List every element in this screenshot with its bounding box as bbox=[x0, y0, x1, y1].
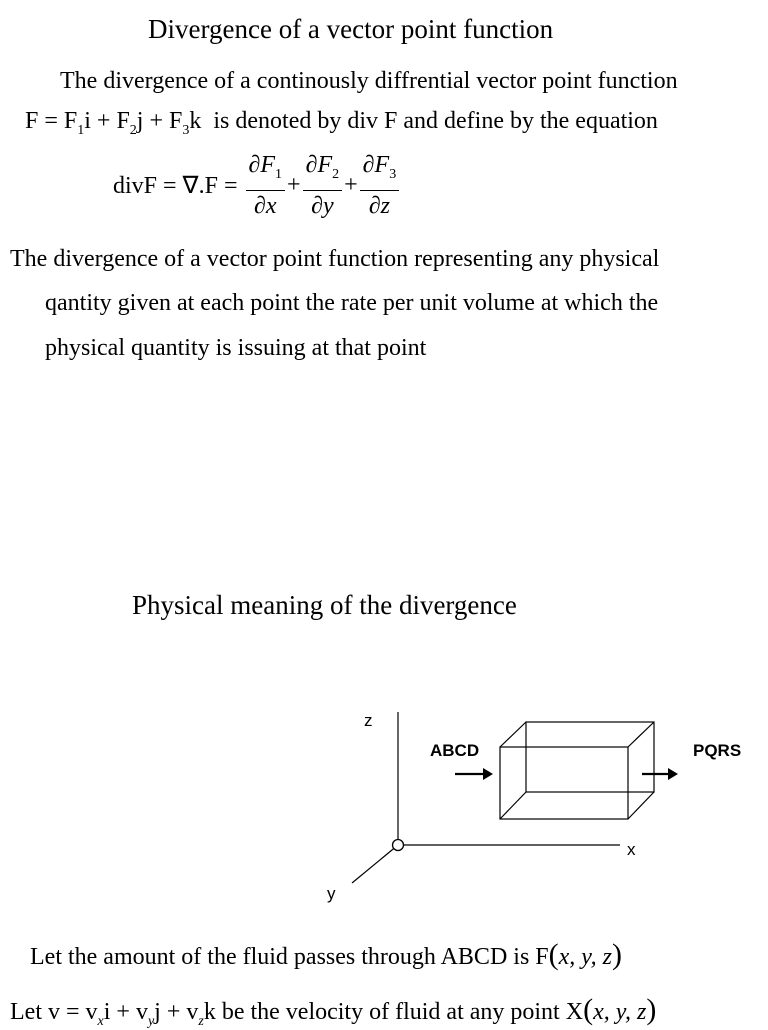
x-axis-label: x bbox=[627, 840, 636, 859]
partial-f2-dy: $\frac{\partial F_2}{\partial y}$ bbox=[303, 150, 343, 221]
z-axis-label: z bbox=[364, 711, 373, 730]
velocity-text-start: Let v = v bbox=[10, 999, 98, 1025]
section-title-physical-meaning: Physical meaning of the divergence bbox=[132, 590, 517, 620]
section-title-divergence: Divergence of a vector point function bbox=[148, 14, 554, 44]
outflow-arrow-icon bbox=[642, 768, 678, 780]
paragraph-line-3: physical quantity is issuing at that point bbox=[45, 335, 427, 361]
equation-lhs: divF = ∇.F = bbox=[113, 172, 238, 199]
fluid-amount-line: Let the amount of the fluid passes through ABCD is F(x, y, z) bbox=[30, 938, 622, 971]
y-axis-label: y bbox=[327, 884, 336, 903]
fluid-amount-text: Let the amount of the fluid passes through ABCD is F bbox=[30, 944, 549, 970]
box-back-face bbox=[526, 722, 654, 792]
velocity-text-end: k be the velocity of fluid at any point X bbox=[203, 999, 584, 1025]
velocity-line: Let $v = v_xi + v_yj + v_zk$ be the velocity of fluid at any point X(x, y, z) bbox=[10, 993, 657, 1029]
inflow-arrow-icon bbox=[455, 768, 493, 780]
vector-definition-line: $F = F_1i + F_2j + F_3k$ is denoted by div F and define by the equation bbox=[25, 108, 658, 138]
partial-f1-dx: $\frac{\partial F_1}{\partial x}$ bbox=[246, 150, 286, 221]
face-abcd-label: ABCD bbox=[430, 741, 480, 760]
intro-line-2-text: is denoted by div F and define by the equation bbox=[213, 108, 658, 134]
partial-f3-dz: $\frac{\partial F_3}{\partial z}$ bbox=[360, 150, 400, 221]
y-axis-line bbox=[352, 845, 398, 883]
paragraph-line-2: qantity given at each point the rate per unit volume at which the bbox=[45, 290, 659, 316]
box-front-face bbox=[500, 747, 628, 819]
intro-line-1: The divergence of a continously diffrential vector point function bbox=[60, 68, 678, 94]
paragraph-line-1: The divergence of a vector point function representing any physical bbox=[10, 246, 660, 272]
face-pqrs-label: PQRS bbox=[693, 741, 742, 760]
divergence-equation: divF = ∇.F = $\frac{\partial F_1}{\partial x}$ + $\frac{\partial F_2}{\partial y}$ + $\frac{\partial F_3}{\partial z}$ bbox=[113, 150, 401, 221]
origin-marker bbox=[393, 840, 404, 851]
